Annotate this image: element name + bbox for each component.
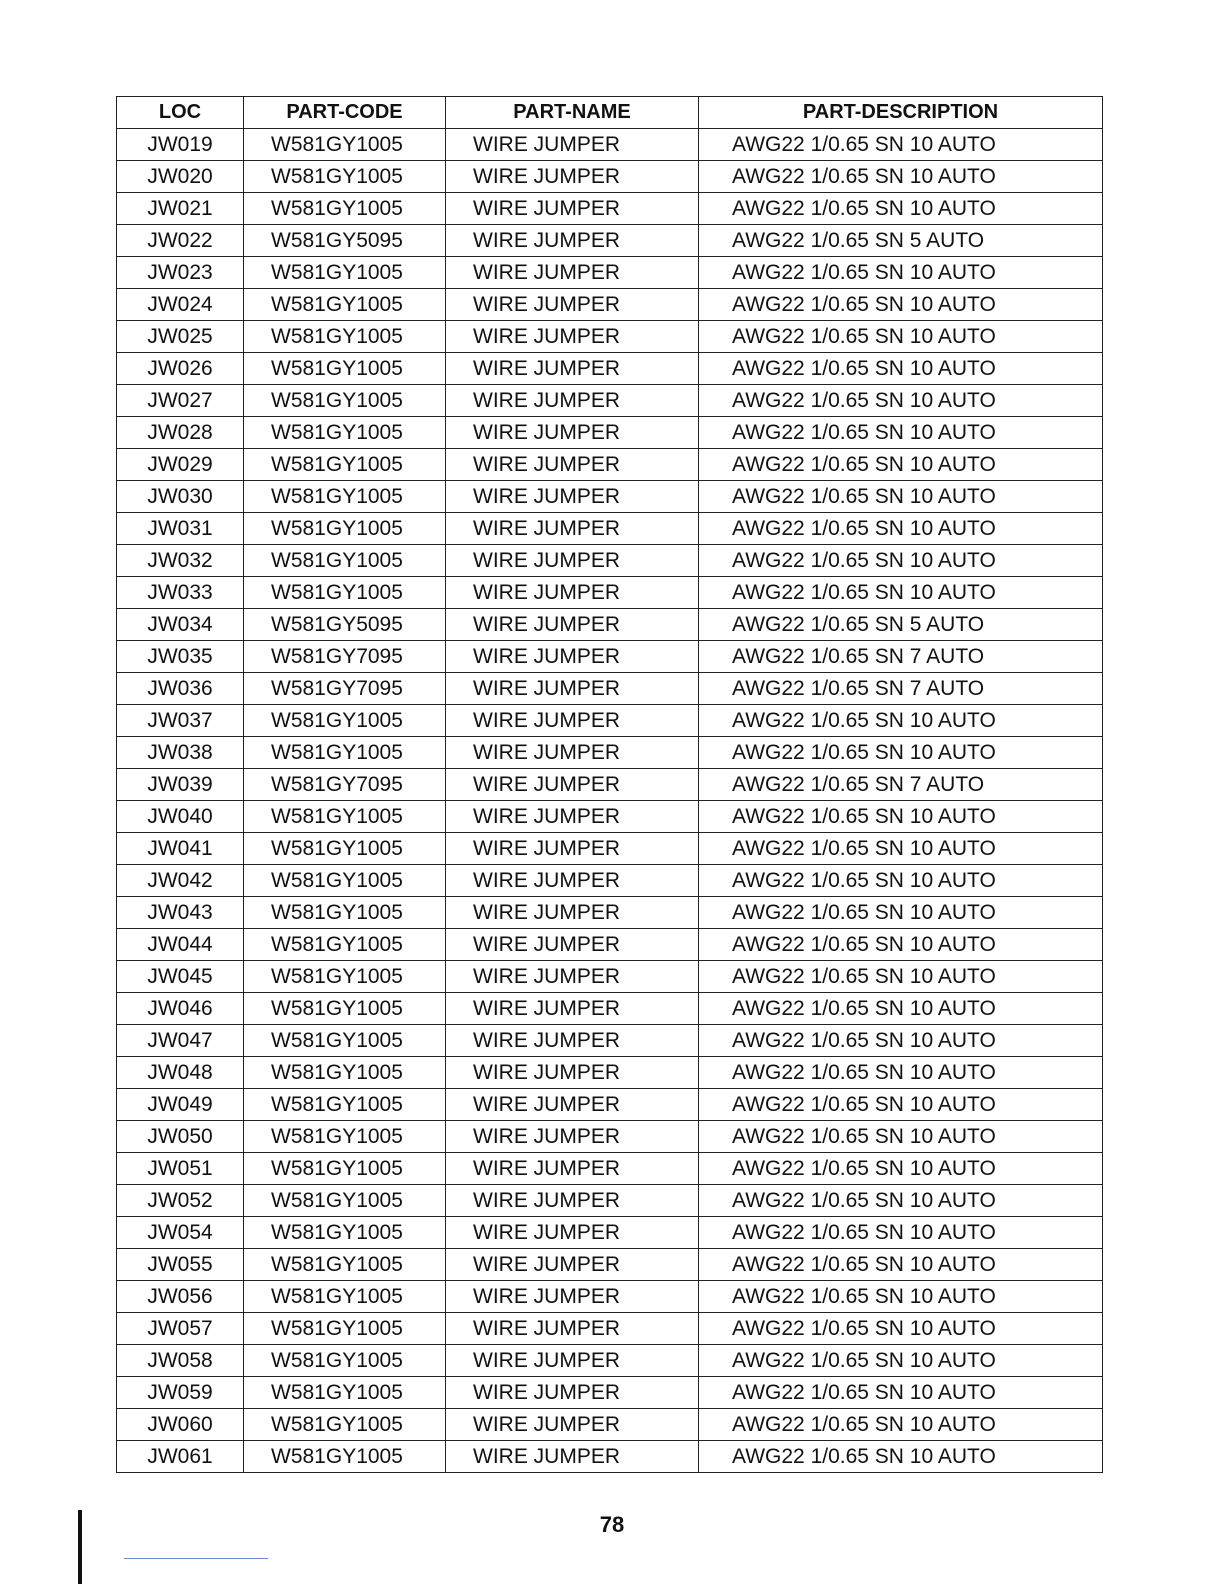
cell-part-code: W581GY1005	[244, 417, 446, 449]
cell-loc: JW042	[117, 865, 244, 897]
cell-part-code: W581GY1005	[244, 577, 446, 609]
table-row	[117, 161, 1103, 193]
cell-part-description: AWG22 1/0.65 SN 10 AUTO	[699, 129, 1103, 161]
cell-part-code: W581GY1005	[244, 289, 446, 321]
cell-part-name: WIRE JUMPER	[446, 481, 699, 513]
cell-part-code: W581GY1005	[244, 705, 446, 737]
table-row	[117, 545, 1103, 577]
cell-loc: JW022	[117, 225, 244, 257]
scan-edge-mark	[78, 1510, 82, 1584]
cell-part-description: AWG22 1/0.65 SN 10 AUTO	[699, 193, 1103, 225]
cell-part-name: WIRE JUMPER	[446, 1377, 699, 1409]
cell-part-code: W581GY1005	[244, 993, 446, 1025]
table-row	[117, 257, 1103, 289]
cell-part-code: W581GY7095	[244, 673, 446, 705]
cell-loc: JW048	[117, 1057, 244, 1089]
cell-part-description: AWG22 1/0.65 SN 10 AUTO	[699, 353, 1103, 385]
cell-part-code: W581GY1005	[244, 1057, 446, 1089]
table-header-row	[117, 97, 1103, 129]
cell-part-description: AWG22 1/0.65 SN 10 AUTO	[699, 1217, 1103, 1249]
cell-part-name: WIRE JUMPER	[446, 321, 699, 353]
cell-part-name: WIRE JUMPER	[446, 929, 699, 961]
cell-part-code: W581GY1005	[244, 481, 446, 513]
cell-loc: JW050	[117, 1121, 244, 1153]
cell-part-code: W581GY1005	[244, 129, 446, 161]
cell-part-name: WIRE JUMPER	[446, 545, 699, 577]
cell-part-code: W581GY1005	[244, 161, 446, 193]
cell-loc: JW027	[117, 385, 244, 417]
cell-part-code: W581GY1005	[244, 1409, 446, 1441]
table-row	[117, 417, 1103, 449]
cell-part-code: W581GY7095	[244, 769, 446, 801]
cell-part-name: WIRE JUMPER	[446, 577, 699, 609]
table-row	[117, 1217, 1103, 1249]
cell-part-code: W581GY1005	[244, 1217, 446, 1249]
table-row	[117, 353, 1103, 385]
cell-part-code: W581GY1005	[244, 1025, 446, 1057]
cell-part-code: W581GY1005	[244, 449, 446, 481]
cell-part-description: AWG22 1/0.65 SN 10 AUTO	[699, 1185, 1103, 1217]
cell-part-description: AWG22 1/0.65 SN 10 AUTO	[699, 513, 1103, 545]
cell-part-description: AWG22 1/0.65 SN 10 AUTO	[699, 993, 1103, 1025]
cell-part-description: AWG22 1/0.65 SN 5 AUTO	[699, 609, 1103, 641]
table-row	[117, 705, 1103, 737]
table-row	[117, 1121, 1103, 1153]
table-row	[117, 961, 1103, 993]
cell-part-code: W581GY1005	[244, 929, 446, 961]
cell-part-name: WIRE JUMPER	[446, 1249, 699, 1281]
table-row	[117, 385, 1103, 417]
page-number: 78	[599, 1512, 625, 1537]
cell-part-description: AWG22 1/0.65 SN 10 AUTO	[699, 257, 1103, 289]
cell-part-description: AWG22 1/0.65 SN 10 AUTO	[699, 1089, 1103, 1121]
cell-part-description: AWG22 1/0.65 SN 10 AUTO	[699, 865, 1103, 897]
cell-part-name: WIRE JUMPER	[446, 161, 699, 193]
cell-part-name: WIRE JUMPER	[446, 609, 699, 641]
cell-part-name: WIRE JUMPER	[446, 833, 699, 865]
cell-part-description: AWG22 1/0.65 SN 10 AUTO	[699, 1409, 1103, 1441]
cell-part-code: W581GY1005	[244, 193, 446, 225]
table-row	[117, 993, 1103, 1025]
cell-part-name: WIRE JUMPER	[446, 1089, 699, 1121]
cell-part-code: W581GY1005	[244, 1377, 446, 1409]
cell-part-name: WIRE JUMPER	[446, 1409, 699, 1441]
table-row	[117, 1057, 1103, 1089]
cell-part-code: W581GY1005	[244, 897, 446, 929]
cell-part-code: W581GY1005	[244, 1089, 446, 1121]
cell-part-name: WIRE JUMPER	[446, 1345, 699, 1377]
cell-part-description: AWG22 1/0.65 SN 10 AUTO	[699, 961, 1103, 993]
cell-loc: JW047	[117, 1025, 244, 1057]
cell-part-name: WIRE JUMPER	[446, 1025, 699, 1057]
cell-part-name: WIRE JUMPER	[446, 513, 699, 545]
table-row	[117, 129, 1103, 161]
cell-part-code: W581GY1005	[244, 1153, 446, 1185]
cell-part-code: W581GY1005	[244, 801, 446, 833]
table-row	[117, 1345, 1103, 1377]
table-row	[117, 1313, 1103, 1345]
cell-loc: JW024	[117, 289, 244, 321]
cell-loc: JW036	[117, 673, 244, 705]
cell-part-description: AWG22 1/0.65 SN 10 AUTO	[699, 929, 1103, 961]
table-row	[117, 1249, 1103, 1281]
cell-part-name: WIRE JUMPER	[446, 865, 699, 897]
cell-loc: JW039	[117, 769, 244, 801]
cell-part-name: WIRE JUMPER	[446, 1441, 699, 1473]
cell-part-code: W581GY1005	[244, 865, 446, 897]
cell-part-description: AWG22 1/0.65 SN 10 AUTO	[699, 321, 1103, 353]
cell-part-name: WIRE JUMPER	[446, 1281, 699, 1313]
cell-loc: JW045	[117, 961, 244, 993]
table-row	[117, 1089, 1103, 1121]
cell-part-description: AWG22 1/0.65 SN 10 AUTO	[699, 1281, 1103, 1313]
cell-part-description: AWG22 1/0.65 SN 10 AUTO	[699, 1313, 1103, 1345]
cell-part-description: AWG22 1/0.65 SN 10 AUTO	[699, 161, 1103, 193]
cell-loc: JW052	[117, 1185, 244, 1217]
cell-loc: JW028	[117, 417, 244, 449]
cell-loc: JW058	[117, 1345, 244, 1377]
cell-loc: JW025	[117, 321, 244, 353]
cell-loc: JW030	[117, 481, 244, 513]
cell-part-name: WIRE JUMPER	[446, 225, 699, 257]
cell-loc: JW056	[117, 1281, 244, 1313]
cell-part-name: WIRE JUMPER	[446, 769, 699, 801]
cell-part-name: WIRE JUMPER	[446, 1313, 699, 1345]
cell-part-code: W581GY1005	[244, 1345, 446, 1377]
cell-part-code: W581GY7095	[244, 641, 446, 673]
header-part-code: PART-CODE	[244, 97, 446, 129]
cell-part-description: AWG22 1/0.65 SN 10 AUTO	[699, 1121, 1103, 1153]
table-row	[117, 481, 1103, 513]
cell-loc: JW021	[117, 193, 244, 225]
cell-part-description: AWG22 1/0.65 SN 10 AUTO	[699, 1377, 1103, 1409]
cell-part-description: AWG22 1/0.65 SN 10 AUTO	[699, 481, 1103, 513]
cell-loc: JW051	[117, 1153, 244, 1185]
table-row	[117, 289, 1103, 321]
cell-part-description: AWG22 1/0.65 SN 10 AUTO	[699, 1057, 1103, 1089]
cell-part-description: AWG22 1/0.65 SN 10 AUTO	[699, 545, 1103, 577]
cell-loc: JW029	[117, 449, 244, 481]
table-row	[117, 865, 1103, 897]
cell-part-name: WIRE JUMPER	[446, 897, 699, 929]
cell-part-name: WIRE JUMPER	[446, 705, 699, 737]
table-row	[117, 1025, 1103, 1057]
cell-part-description: AWG22 1/0.65 SN 10 AUTO	[699, 705, 1103, 737]
cell-part-name: WIRE JUMPER	[446, 961, 699, 993]
table-row	[117, 1185, 1103, 1217]
cell-loc: JW023	[117, 257, 244, 289]
cell-loc: JW049	[117, 1089, 244, 1121]
parts-list-table	[116, 96, 1103, 1473]
table-row	[117, 577, 1103, 609]
cell-part-code: W581GY1005	[244, 321, 446, 353]
cell-part-name: WIRE JUMPER	[446, 385, 699, 417]
cell-loc: JW043	[117, 897, 244, 929]
cell-part-name: WIRE JUMPER	[446, 1217, 699, 1249]
cell-loc: JW060	[117, 1409, 244, 1441]
cell-part-name: WIRE JUMPER	[446, 1185, 699, 1217]
cell-part-name: WIRE JUMPER	[446, 993, 699, 1025]
cell-part-description: AWG22 1/0.65 SN 7 AUTO	[699, 769, 1103, 801]
table-row	[117, 641, 1103, 673]
cell-part-name: WIRE JUMPER	[446, 257, 699, 289]
cell-part-name: WIRE JUMPER	[446, 1153, 699, 1185]
table-row	[117, 1441, 1103, 1473]
header-part-description: PART-DESCRIPTION	[699, 97, 1103, 129]
table-row	[117, 833, 1103, 865]
table-row	[117, 1409, 1103, 1441]
cell-part-description: AWG22 1/0.65 SN 10 AUTO	[699, 385, 1103, 417]
cell-loc: JW061	[117, 1441, 244, 1473]
table-row	[117, 225, 1103, 257]
cell-part-code: W581GY1005	[244, 833, 446, 865]
table-row	[117, 193, 1103, 225]
cell-loc: JW037	[117, 705, 244, 737]
cell-part-code: W581GY5095	[244, 225, 446, 257]
cell-part-description: AWG22 1/0.65 SN 10 AUTO	[699, 1249, 1103, 1281]
cell-loc: JW055	[117, 1249, 244, 1281]
cell-part-name: WIRE JUMPER	[446, 737, 699, 769]
cell-part-name: WIRE JUMPER	[446, 673, 699, 705]
cell-part-description: AWG22 1/0.65 SN 10 AUTO	[699, 417, 1103, 449]
cell-part-description: AWG22 1/0.65 SN 10 AUTO	[699, 1153, 1103, 1185]
cell-loc: JW054	[117, 1217, 244, 1249]
table-row	[117, 1281, 1103, 1313]
cell-part-code: W581GY1005	[244, 1249, 446, 1281]
cell-part-description: AWG22 1/0.65 SN 7 AUTO	[699, 673, 1103, 705]
cell-part-code: W581GY1005	[244, 961, 446, 993]
cell-part-name: WIRE JUMPER	[446, 289, 699, 321]
cell-part-code: W581GY1005	[244, 257, 446, 289]
cell-part-code: W581GY1005	[244, 1313, 446, 1345]
header-loc: LOC	[117, 97, 244, 129]
table-row	[117, 929, 1103, 961]
cell-loc: JW044	[117, 929, 244, 961]
table-row	[117, 513, 1103, 545]
table-row	[117, 1377, 1103, 1409]
cell-part-name: WIRE JUMPER	[446, 417, 699, 449]
cell-part-description: AWG22 1/0.65 SN 10 AUTO	[699, 801, 1103, 833]
cell-part-code: W581GY1005	[244, 1121, 446, 1153]
cell-part-code: W581GY1005	[244, 1281, 446, 1313]
cell-part-name: WIRE JUMPER	[446, 129, 699, 161]
cell-part-description: AWG22 1/0.65 SN 10 AUTO	[699, 1025, 1103, 1057]
cell-loc: JW019	[117, 129, 244, 161]
table-row	[117, 897, 1103, 929]
cell-loc: JW020	[117, 161, 244, 193]
cell-part-name: WIRE JUMPER	[446, 449, 699, 481]
cell-part-code: W581GY1005	[244, 353, 446, 385]
cell-part-name: WIRE JUMPER	[446, 1121, 699, 1153]
cell-part-description: AWG22 1/0.65 SN 10 AUTO	[699, 449, 1103, 481]
table-row	[117, 737, 1103, 769]
cell-part-description: AWG22 1/0.65 SN 10 AUTO	[699, 1345, 1103, 1377]
cell-part-description: AWG22 1/0.65 SN 10 AUTO	[699, 737, 1103, 769]
cell-loc: JW026	[117, 353, 244, 385]
cell-part-name: WIRE JUMPER	[446, 641, 699, 673]
cell-loc: JW033	[117, 577, 244, 609]
cell-part-code: W581GY1005	[244, 737, 446, 769]
cell-part-code: W581GY1005	[244, 385, 446, 417]
cell-part-name: WIRE JUMPER	[446, 193, 699, 225]
cell-loc: JW041	[117, 833, 244, 865]
cell-part-description: AWG22 1/0.65 SN 10 AUTO	[699, 833, 1103, 865]
table-row	[117, 321, 1103, 353]
scan-artifact-line	[124, 1558, 268, 1559]
cell-part-description: AWG22 1/0.65 SN 7 AUTO	[699, 641, 1103, 673]
cell-part-name: WIRE JUMPER	[446, 1057, 699, 1089]
table-row	[117, 769, 1103, 801]
table-row	[117, 449, 1103, 481]
table-row	[117, 801, 1103, 833]
cell-loc: JW038	[117, 737, 244, 769]
cell-part-name: WIRE JUMPER	[446, 353, 699, 385]
cell-part-description: AWG22 1/0.65 SN 10 AUTO	[699, 897, 1103, 929]
cell-part-code: W581GY1005	[244, 1441, 446, 1473]
cell-loc: JW046	[117, 993, 244, 1025]
cell-loc: JW035	[117, 641, 244, 673]
cell-part-description: AWG22 1/0.65 SN 10 AUTO	[699, 1441, 1103, 1473]
cell-part-description: AWG22 1/0.65 SN 10 AUTO	[699, 577, 1103, 609]
cell-part-name: WIRE JUMPER	[446, 801, 699, 833]
table-row	[117, 1153, 1103, 1185]
header-part-name: PART-NAME	[446, 97, 699, 129]
cell-part-code: W581GY1005	[244, 513, 446, 545]
cell-loc: JW059	[117, 1377, 244, 1409]
cell-loc: JW057	[117, 1313, 244, 1345]
cell-part-description: AWG22 1/0.65 SN 10 AUTO	[699, 289, 1103, 321]
cell-loc: JW034	[117, 609, 244, 641]
cell-loc: JW040	[117, 801, 244, 833]
table-row	[117, 609, 1103, 641]
table-body	[117, 129, 1103, 1473]
table-row	[117, 673, 1103, 705]
cell-loc: JW031	[117, 513, 244, 545]
cell-loc: JW032	[117, 545, 244, 577]
cell-part-description: AWG22 1/0.65 SN 5 AUTO	[699, 225, 1103, 257]
cell-part-code: W581GY1005	[244, 545, 446, 577]
cell-part-code: W581GY1005	[244, 1185, 446, 1217]
cell-part-code: W581GY5095	[244, 609, 446, 641]
